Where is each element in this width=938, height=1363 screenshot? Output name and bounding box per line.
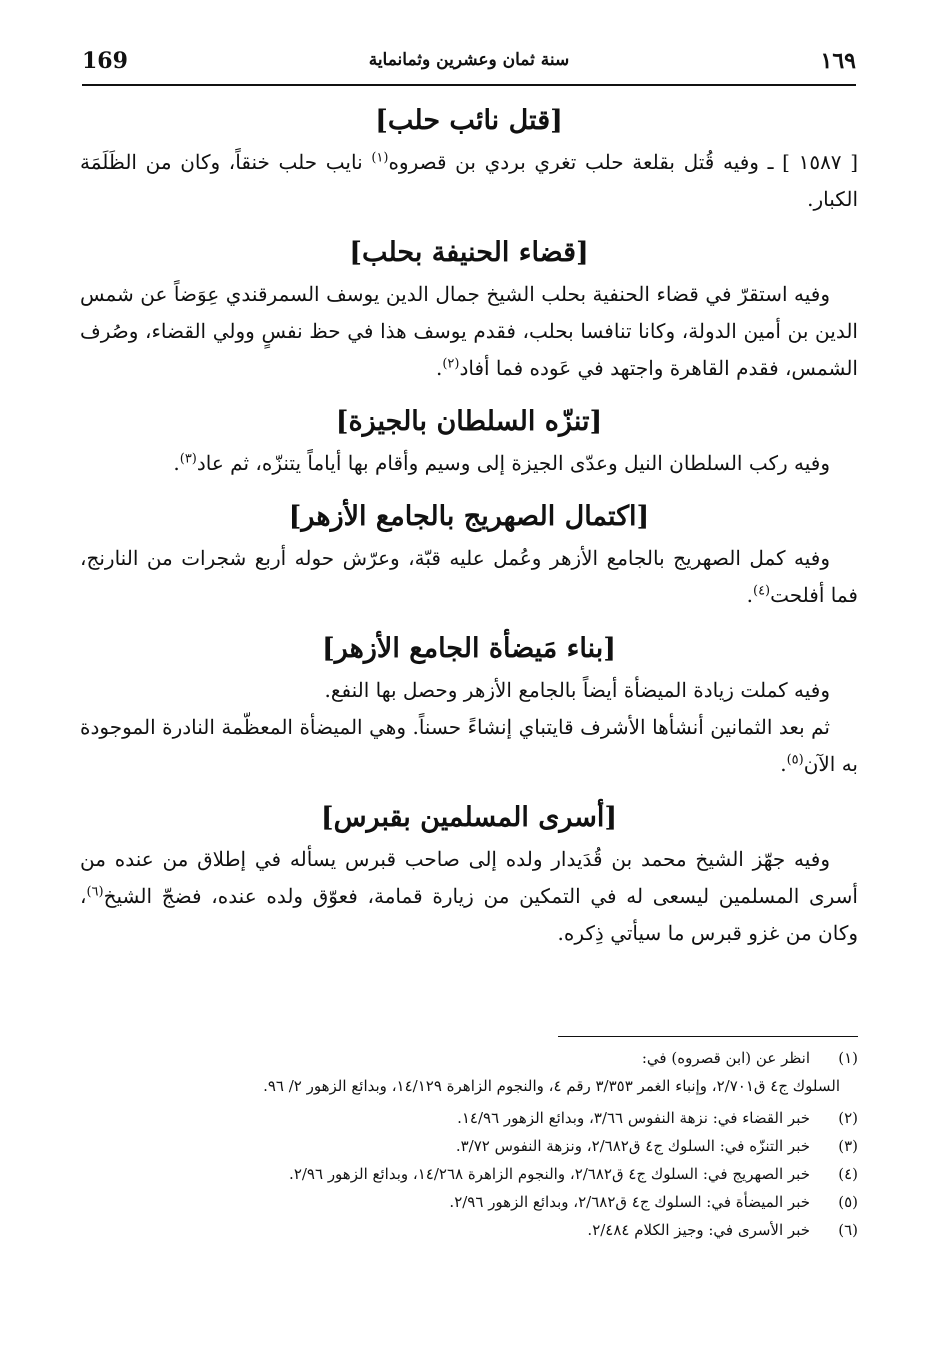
footnote-number: (٥) <box>838 1193 858 1211</box>
footnote <box>80 1132 858 1160</box>
footnote-text: خبر الصهريج في: السلوك ج٤ ق٢/٦٨٢، والنجوم الزاهرة ١٤/٢٦٨، وبدائع الزهور ٢/٩٦. <box>289 1165 810 1183</box>
page-number-arabic: ١٦٩ <box>820 48 856 74</box>
footnote-text: خبر القضاء في: نزهة النفوس ٣/٦٦، وبدائع الزهور ١٤/٩٦. <box>457 1109 810 1127</box>
footnote-text: خبر التنزّه في: السلوك ج٤ ق٢/٦٨٢، ونزهة النفوس ٣/٧٢. <box>455 1137 810 1155</box>
section-heading: [بناء مَيضأة الجامع الأزهر] <box>321 633 617 664</box>
footnote <box>80 1188 858 1216</box>
page-number-latin: 169 <box>82 48 128 74</box>
footnote-ref: (٤) <box>752 583 771 599</box>
paragraph-text: نايب حلب خنقاً، وكان من الظَلَمَة الكبار. <box>80 150 858 211</box>
running-head <box>82 44 856 86</box>
paragraph-text: ثم بعد الثمانين أنشأها الأشرف قايتباي إنشاءً حسناً. وهي الميضأة المعظّمة النادرة الموجودة به الآن <box>80 715 858 776</box>
footnote-ref: (٣) <box>179 451 197 467</box>
paragraph <box>80 276 858 387</box>
footnote-ref: (١) <box>371 150 389 166</box>
footnote-ref: (٥) <box>786 752 804 768</box>
paragraph-text: . <box>173 451 180 475</box>
footnote-ref: (٦) <box>86 884 104 900</box>
footnotes <box>80 1044 858 1244</box>
paragraph-text: وفيه كملت زيادة الميضأة أيضاً بالجامع الأزهر وحصل بها النفع. <box>324 678 830 702</box>
paragraph-text: وفيه استقرّ في قضاء الحنفية بحلب الشيخ جمال الدين يوسف السمرقندي عِوَضاً عن شمس الدين بن أمين الدولة، وكانا تنافسا بحلب، فقدم يوسف هذا في حظ نفسٍ وولي القضاء، وصُرف الشمس، فقدم القاهرة واجتهد في عَوده فما أفاد <box>80 282 858 380</box>
paragraph <box>80 709 858 783</box>
footnote-number: (١) <box>838 1049 858 1067</box>
footnote-number: (٦) <box>838 1221 858 1239</box>
footnote-number: (٢) <box>838 1109 858 1127</box>
paragraph-text: وفيه كمل الصهريج بالجامع الأزهر وعُمل عليه قبّة، وعرّش حوله أربع شجرات من النارنج، فما أفلحت <box>80 546 858 607</box>
footnote <box>80 1044 858 1100</box>
paragraph <box>80 540 858 614</box>
section-heading: [أسرى المسلمين بقبرس] <box>320 802 618 833</box>
footnote-text: خبر الأسرى في: وجيز الكلام ٢/٤٨٤. <box>587 1221 810 1239</box>
footnote <box>80 1216 858 1244</box>
footnote-text: انظر عن (ابن قصروه) في: <box>641 1049 810 1067</box>
footnote-number: (٤) <box>838 1165 858 1183</box>
footnote-number: (٣) <box>838 1137 858 1155</box>
paragraph-text: ، وكان من غزو قبرس ما سيأتي ذِكره. <box>80 884 858 945</box>
paragraph-text: [ ١٥٨٧ ] ـ وفيه قُتل بقلعة حلب تغري بردي بن قصروه <box>388 150 858 174</box>
section-heading: [قضاء الحنيفة بحلب] <box>349 237 589 268</box>
footnote-ref: (٢) <box>442 356 460 372</box>
paragraph-text: . <box>780 752 787 776</box>
section-heading: [اكتمال الصهريج بالجامع الأزهر] <box>288 501 650 532</box>
paragraph-text: . <box>746 583 753 607</box>
main-text <box>80 98 858 952</box>
footnote-divider <box>558 1036 858 1037</box>
footnote <box>80 1104 858 1132</box>
paragraph <box>80 445 858 482</box>
footnote <box>80 1160 858 1188</box>
paragraph <box>80 672 858 709</box>
paragraph <box>80 841 858 952</box>
footnote-text-continued: السلوك ج٤ ق٢/٧٠١، وإنباء الغمر ٣/٣٥٣ رقم ٤، والنجوم الزاهرة ١٤/١٢٩، وبدائع الزهور ٢/ ٩٦. <box>263 1077 840 1095</box>
paragraph-text: وفيه جهّز الشيخ محمد بن قُدَيدار ولده إلى صاحب قبرس يسأله في إطلاق من عنده من أسرى المسلمين ليسعى له في التمكين من زيارة قمامة، فعوّق ولده عنده، فضجّ الشيخ <box>80 847 858 908</box>
section-heading: [تنزّه السلطان بالجيزة] <box>335 406 603 437</box>
section-heading: [قتل نائب حلب] <box>375 105 563 136</box>
paragraph <box>80 144 858 218</box>
footnote-text: خبر الميضأة في: السلوك ج٤ ق٢/٦٨٢، وبدائع الزهور ٢/٩٦. <box>449 1193 810 1211</box>
running-title: سنة ثمان وعشرين وثمانماية <box>368 50 570 70</box>
paragraph-text: . <box>435 356 443 380</box>
paragraph-text: وفيه ركب السلطان النيل وعدّى الجيزة إلى وسيم وأقام بها أياماً يتنزّه، ثم عاد <box>196 451 830 475</box>
